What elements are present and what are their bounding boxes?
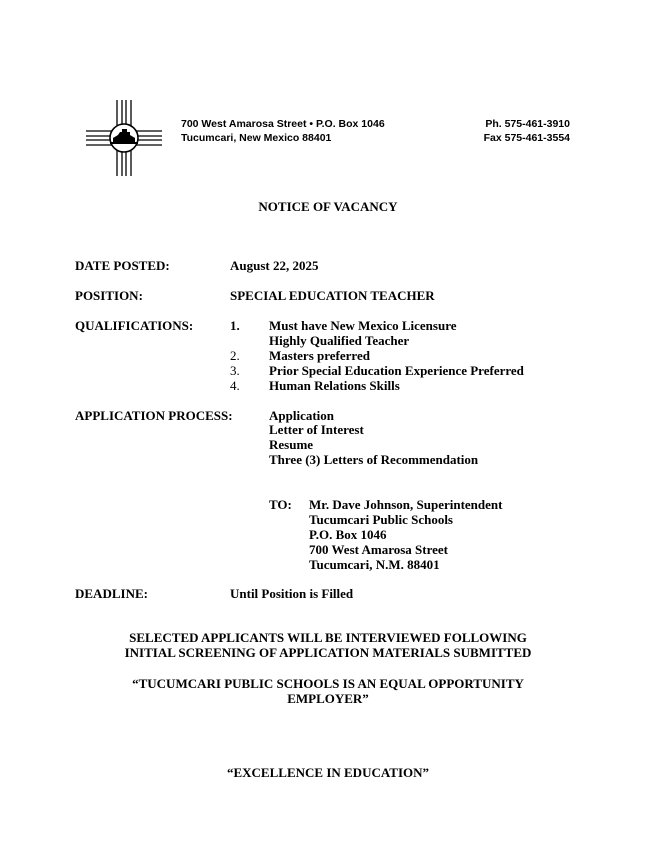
recipient-line: Tucumcari Public Schools [309, 512, 453, 527]
deadline-value: Until Position is Filled [230, 586, 354, 601]
motto: “EXCELLENCE IN EDUCATION” [226, 765, 429, 780]
interview-notice-line-1: SELECTED APPLICANTS WILL BE INTERVIEWED FOLLOWING [129, 630, 527, 645]
address-line-1: 700 West Amarosa Street • P.O. Box 1046 [181, 118, 385, 130]
position-value: SPECIAL EDUCATION TEACHER [230, 288, 435, 303]
qualification-item: Must have New Mexico Licensure [269, 318, 457, 333]
qualification-number: 1. [230, 318, 240, 333]
page-title: NOTICE OF VACANCY [258, 199, 398, 214]
equal-opportunity-line-1: “TUCUMCARI PUBLIC SCHOOLS IS AN EQUAL OPPORTUNITY [132, 676, 524, 691]
date-posted-value: August 22, 2025 [230, 258, 319, 273]
address-line-2: Tucumcari, New Mexico 88401 [181, 132, 332, 144]
recipient-line: P.O. Box 1046 [309, 527, 387, 542]
recipient-line: 700 West Amarosa Street [309, 542, 449, 557]
qualification-number: 3. [230, 363, 240, 378]
qualifications-label: QUALIFICATIONS: [75, 318, 194, 333]
qualification-item: Human Relations Skills [269, 378, 400, 393]
phone-number: Ph. 575-461-3910 [485, 118, 570, 130]
qualification-item: Prior Special Education Experience Preferred [269, 363, 524, 378]
application-process-label: APPLICATION PROCESS: [75, 408, 233, 423]
application-item: Resume [269, 437, 314, 452]
zia-sun-schoolhouse-icon [84, 98, 164, 178]
equal-opportunity-line-2: EMPLOYER” [287, 691, 369, 706]
qualification-item: Highly Qualified Teacher [269, 333, 410, 348]
recipient-line: Tucumcari, N.M. 88401 [309, 557, 440, 572]
position-label: POSITION: [75, 288, 143, 303]
qualification-item: Masters preferred [269, 348, 370, 363]
qualification-number: 2. [230, 348, 240, 363]
deadline-label: DEADLINE: [75, 586, 148, 601]
interview-notice-line-2: INITIAL SCREENING OF APPLICATION MATERIALS SUBMITTED [124, 645, 532, 660]
fax-number: Fax 575-461-3554 [483, 132, 570, 144]
application-item: Application [269, 408, 335, 423]
to-label: TO: [269, 497, 292, 512]
date-posted-label: DATE POSTED: [75, 258, 170, 273]
qualification-number: 4. [230, 378, 240, 393]
application-item: Three (3) Letters of Recommendation [269, 452, 479, 467]
recipient-line: Mr. Dave Johnson, Superintendent [309, 497, 503, 512]
application-item: Letter of Interest [269, 422, 364, 437]
